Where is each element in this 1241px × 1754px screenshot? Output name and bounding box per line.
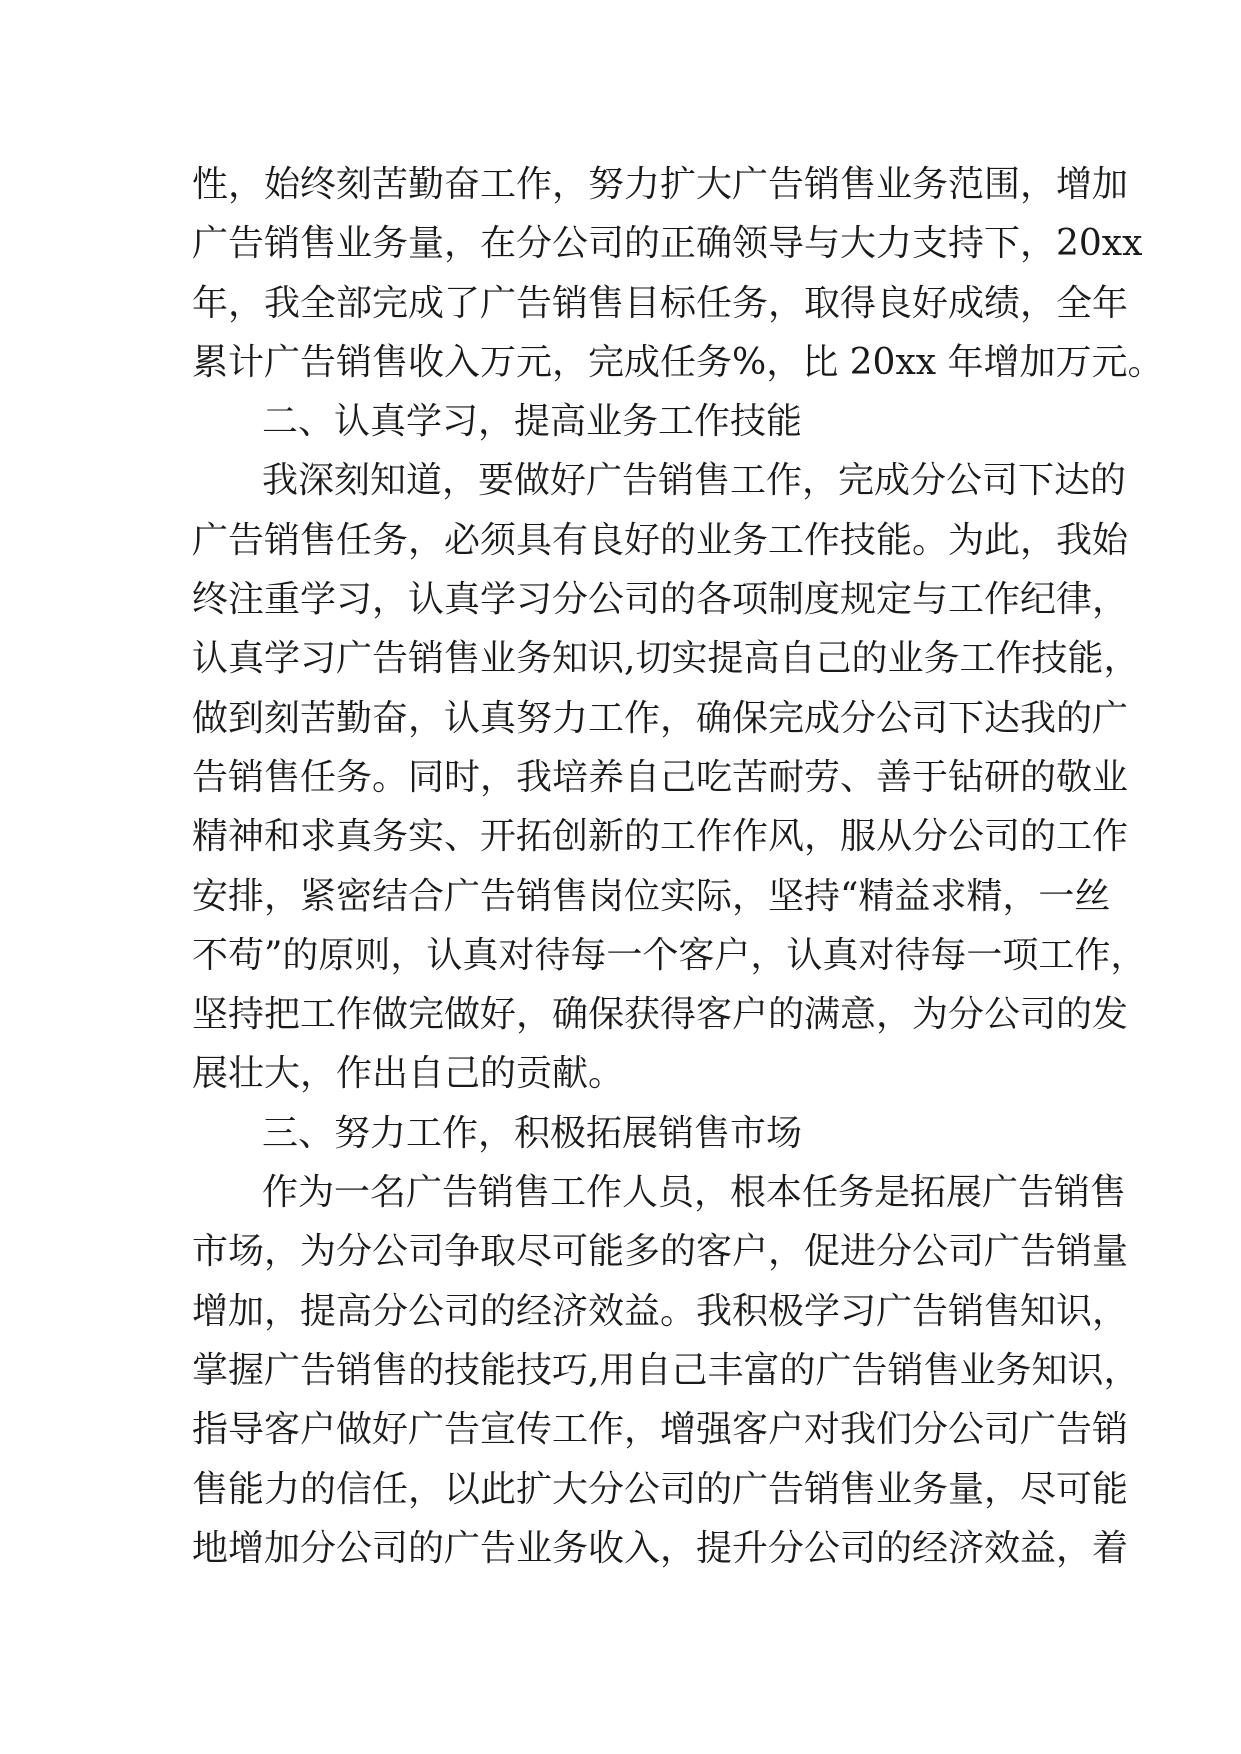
body-line: 掌握广告销售的技能技巧,用自己丰富的广告销售业务知识， (192, 1349, 1140, 1391)
body-line: 认真学习广告销售业务知识,切实提高自己的业务工作技能， (192, 638, 1140, 680)
body-line: 安排，紧密结合广告销售岗位实际，坚持“精益求精，一丝 (192, 875, 1111, 917)
body-line: 增加，提高分公司的经济效益。我积极学习广告销售知识， (192, 1290, 1129, 1332)
body-line: 终注重学习，认真学习分公司的各项制度规定与工作纪律， (192, 579, 1129, 621)
body-line: 售能力的信任，以此扩大分公司的广告销售业务量，尽可能 (192, 1468, 1129, 1510)
body-line: 不苟”的原则，认真对待每一个客户，认真对待每一项工作， (192, 934, 1147, 976)
body-line: 市场，为分公司争取尽可能多的客户，促进分公司广告销量 (192, 1231, 1129, 1273)
body-line: 告销售任务。同时，我培养自己吃苦耐劳、善于钻研的敬业 (192, 756, 1129, 798)
paragraph-first-line: 我深刻知道，要做好广告销售工作，完成分公司下达的 (262, 460, 1127, 502)
body-line: 坚持把工作做完做好，确保获得客户的满意，为分公司的发 (192, 994, 1129, 1036)
body-line: 年，我全部完成了广告销售目标任务，取得良好成绩，全年 (192, 282, 1129, 324)
body-line: 地增加分公司的广告业务收入，提升分公司的经济效益，着 (192, 1527, 1129, 1569)
body-line: 广告销售任务，必须具有良好的业务工作技能。为此，我始 (192, 519, 1129, 561)
body-line: 累计广告销售收入万元，完成任务%，比 20xx 年增加万元。 (192, 341, 1164, 383)
section-heading: 三、努力工作，积极拓展销售市场 (262, 1112, 803, 1154)
body-line: 性，始终刻苦勤奋工作，努力扩大广告销售业务范围，增加 (192, 164, 1129, 205)
body-line: 广告销售业务量，在分公司的正确领导与大力支持下，20xx (192, 223, 1143, 265)
paragraph-last-line: 展壮大，作出自己的贡献。 (192, 1053, 625, 1095)
paragraph-first-line: 作为一名广告销售工作人员，根本任务是拓展广告销售 (262, 1172, 1127, 1214)
document-body (192, 155, 1164, 1578)
body-line: 做到刻苦勤奋，认真努力工作，确保完成分公司下达我的广 (192, 697, 1129, 739)
section-heading: 二、认真学习，提高业务工作技能 (262, 401, 803, 443)
body-line: 精神和求真务实、开拓创新的工作作风，服从分公司的工作 (192, 816, 1129, 858)
body-line: 指导客户做好广告宣传工作，增强客户对我们分公司广告销 (192, 1409, 1129, 1451)
